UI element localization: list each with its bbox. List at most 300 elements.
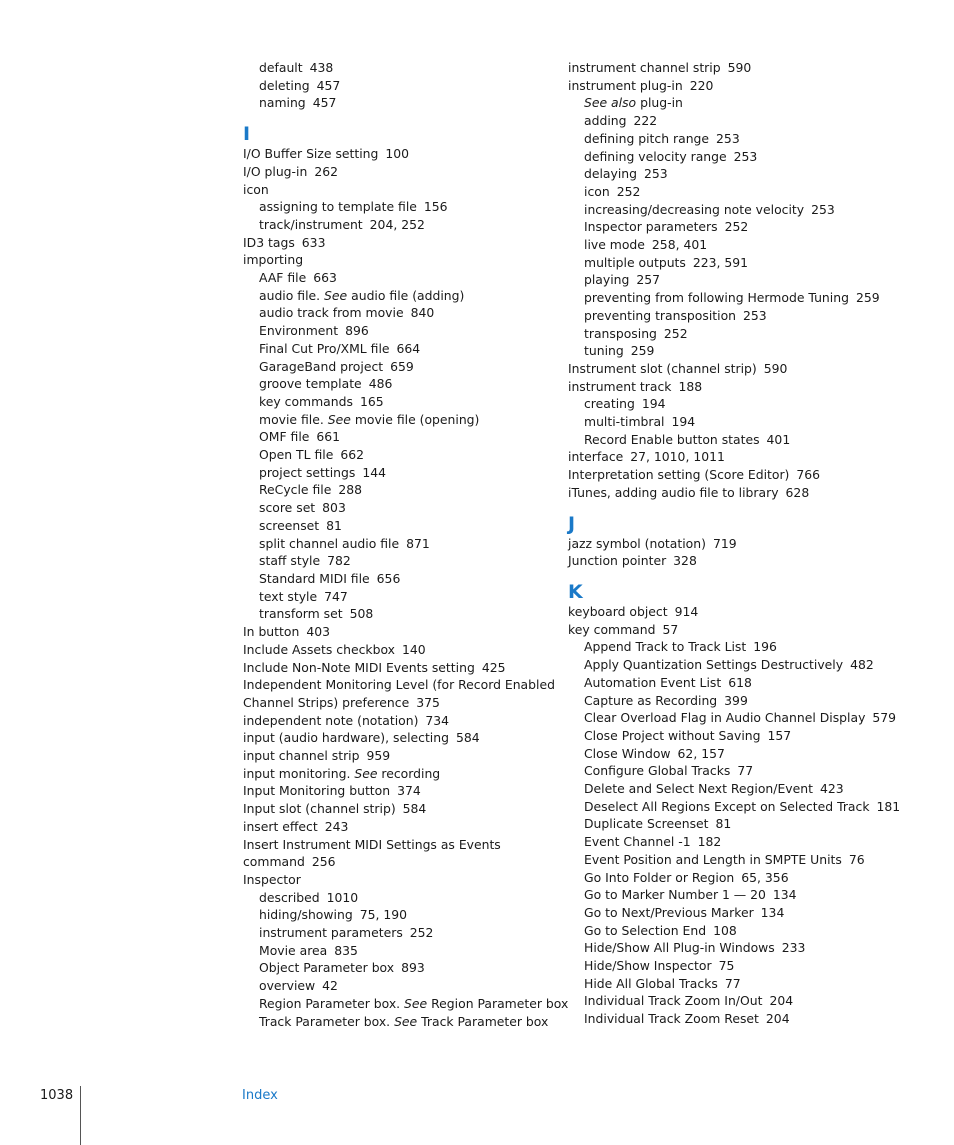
page-reference: 1010: [326, 889, 359, 905]
index-subentry: [568, 413, 888, 431]
index-term: Movie area: [259, 942, 328, 958]
index-subentry: [568, 992, 888, 1010]
page-reference: 252: [663, 325, 688, 341]
index-term: Channel Strips) preference: [243, 694, 410, 710]
index-subentry: [243, 77, 553, 95]
index-subentry: [568, 342, 888, 360]
page-reference: 81: [326, 517, 342, 533]
page-reference: 196: [753, 639, 777, 655]
page-reference: 766: [796, 467, 821, 483]
index-term: In button: [243, 624, 300, 640]
index-term: multi-timbral: [584, 414, 665, 430]
index-subentry: [243, 481, 553, 499]
page-reference: 618: [728, 674, 752, 690]
index-subentry: [243, 588, 553, 606]
index-term: delaying: [584, 166, 638, 182]
index-term: audio track from movie: [259, 305, 404, 321]
page-reference: 914: [674, 603, 699, 619]
page-reference: 782: [327, 553, 351, 569]
page-reference: 375: [416, 694, 440, 710]
page-reference: 584: [402, 801, 427, 817]
index-term: text style: [259, 588, 318, 604]
index-subentry: [243, 517, 553, 535]
index-subentry: [568, 254, 888, 272]
see-reference-target: recording: [381, 765, 441, 781]
index-subentry: [243, 304, 553, 322]
index-entry: [568, 77, 888, 95]
page-reference: 579: [872, 710, 897, 726]
page-reference: 803: [322, 500, 346, 516]
page-reference: 628: [785, 484, 810, 500]
index-subentry: [243, 924, 553, 942]
index-term: key commands: [259, 393, 353, 409]
page-reference: 835: [334, 942, 358, 958]
index-subentry: [243, 1013, 553, 1031]
index-subentry: [568, 201, 888, 219]
page-reference: 252: [724, 219, 749, 235]
index-term: creating: [584, 396, 635, 412]
index-entry: [243, 641, 553, 659]
index-term: GarageBand project: [259, 358, 384, 374]
index-subentry: [243, 446, 553, 464]
page-reference: 257: [636, 272, 661, 288]
page-reference: 659: [390, 358, 414, 374]
index-term: Standard MIDI file: [259, 570, 370, 586]
index-subentry: [243, 889, 553, 907]
see-reference-label: See: [404, 995, 428, 1011]
index-subentry: [243, 605, 553, 623]
index-term: instrument channel strip: [568, 60, 721, 75]
index-entry: [243, 747, 553, 765]
page-reference: 656: [376, 570, 401, 586]
see-reference-label: See also: [584, 95, 637, 111]
index-term: ReCycle file: [259, 482, 332, 498]
index-term: key command: [568, 621, 656, 637]
page-reference: 253: [644, 166, 668, 182]
index-term: defining velocity range: [584, 148, 727, 164]
page-reference: 664: [396, 340, 421, 356]
index-entry: [243, 163, 553, 181]
index-term: increasing/decreasing note velocity: [584, 201, 805, 217]
page-reference: 425: [481, 659, 506, 675]
index-term: I/O Buffer Size setting: [243, 146, 379, 162]
index-entry: [243, 712, 553, 730]
page-reference: 65, 356: [741, 869, 789, 885]
index-subentry: [243, 340, 553, 358]
index-entry: [243, 181, 553, 199]
index-term: Input Monitoring button: [243, 783, 391, 799]
page-reference: 590: [763, 360, 788, 376]
index-subentry: [243, 995, 569, 1013]
see-reference-target: plug-in: [640, 95, 683, 111]
index-term: multiple outputs: [584, 254, 686, 270]
index-term: instrument plug-in: [568, 77, 683, 93]
index-term: Interpretation setting (Score Editor): [568, 467, 790, 483]
page-reference: 253: [733, 148, 758, 164]
index-entry: [243, 729, 553, 747]
see-reference-target: Region Parameter box: [431, 995, 569, 1011]
index-subentry: [568, 904, 888, 922]
index-term: movie file.: [259, 411, 324, 427]
page-reference: 188: [678, 378, 703, 394]
index-term: Instrument slot (channel strip): [568, 360, 757, 376]
index-term: deleting: [259, 77, 310, 93]
index-term: jazz symbol (notation): [568, 535, 706, 551]
index-entry: [243, 818, 553, 836]
index-term: adding: [584, 113, 627, 129]
page-reference: 27, 1010, 1011: [630, 449, 725, 465]
index-entry: [243, 853, 553, 871]
index-subentry: [568, 656, 888, 674]
index-entry: [243, 623, 553, 641]
page-reference: 77: [737, 763, 754, 779]
index-term: insert effect: [243, 818, 318, 834]
index-subentry: [243, 428, 553, 446]
page-reference: 76: [848, 851, 865, 867]
index-subentry: [243, 375, 553, 393]
page-reference: 157: [767, 727, 792, 743]
index-entry: [243, 659, 553, 677]
index-subentry: [568, 957, 888, 975]
index-entry: [243, 676, 553, 694]
index-term: icon: [584, 183, 610, 199]
page-reference: 893: [401, 960, 425, 976]
index-term: Object Parameter box: [259, 960, 395, 976]
index-subentry: [243, 322, 553, 340]
index-term: Inspector parameters: [584, 219, 718, 235]
index-term: default: [259, 60, 303, 75]
index-term: transform set: [259, 606, 343, 622]
index-term: audio file.: [259, 287, 321, 303]
index-entry: [568, 466, 888, 484]
page-reference: 896: [345, 323, 369, 339]
index-term: Go Into Folder or Region: [584, 869, 735, 885]
index-entry: [568, 360, 888, 378]
index-term: Junction pointer: [568, 553, 667, 569]
page-reference: 77: [724, 975, 741, 991]
page-reference: 288: [338, 482, 363, 498]
index-subentry: [568, 762, 888, 780]
index-subentry: [568, 745, 888, 763]
page-reference: 262: [314, 163, 338, 179]
index-term: Environment: [259, 323, 339, 339]
index-entry: [243, 871, 553, 889]
index-subentry: [568, 815, 888, 833]
index-entry: [568, 378, 888, 396]
index-term: instrument parameters: [259, 925, 403, 941]
index-subentry: [568, 1010, 888, 1028]
index-term: keyboard object: [568, 603, 668, 619]
index-subentry: [568, 431, 888, 449]
index-term: naming: [259, 95, 306, 111]
page-reference: 457: [312, 95, 337, 111]
index-entry: [568, 484, 888, 502]
page-reference: 75, 190: [359, 907, 407, 923]
index-term: playing: [584, 272, 630, 288]
index-entry: [243, 765, 553, 783]
index-entry: [243, 836, 553, 854]
index-letter-heading: K: [568, 580, 583, 603]
page-reference: 661: [316, 429, 341, 445]
page-reference: 204: [769, 993, 794, 1009]
index-subentry: [568, 833, 888, 851]
index-term: Go to Marker Number 1 — 20: [584, 887, 766, 903]
index-subentry: [568, 727, 888, 745]
page-reference: 399: [724, 692, 748, 708]
index-term: I/O plug-in: [243, 163, 308, 179]
index-subentry: [568, 289, 888, 307]
page-reference: 734: [425, 712, 450, 728]
index-term: Independent Monitoring Level (for Record Enabled: [243, 677, 555, 693]
page-reference: 222: [633, 113, 658, 129]
page-reference: 633: [301, 234, 326, 250]
page-reference: 482: [850, 657, 874, 673]
page-reference: 259: [855, 290, 880, 306]
index-subentry: [568, 165, 888, 183]
index-term: Duplicate Screenset: [584, 816, 709, 832]
index-term: defining pitch range: [584, 130, 710, 146]
index-term: Record Enable button states: [584, 431, 760, 447]
index-term: Open TL file: [259, 447, 334, 463]
index-term: Go to Next/Previous Marker: [584, 904, 754, 920]
index-term: input channel strip: [243, 748, 360, 764]
index-term: project settings: [259, 464, 356, 480]
index-term: importing: [243, 252, 304, 268]
index-term: interface: [568, 449, 624, 465]
page-reference: 134: [760, 904, 785, 920]
index-term: groove template: [259, 376, 362, 392]
index-subentry: [243, 570, 553, 588]
page-reference: 584: [455, 730, 480, 746]
index-term: assigning to template file: [259, 199, 417, 215]
index-subentry: [568, 236, 888, 254]
index-term: OMF file: [259, 429, 310, 445]
index-term: Clear Overload Flag in Audio Channel Display: [584, 710, 866, 726]
page-reference: 457: [316, 77, 341, 93]
index-subentry: [243, 464, 553, 482]
index-subentry: [243, 94, 553, 112]
index-subentry: [243, 942, 553, 960]
index-entry: [568, 59, 888, 77]
page-reference: 438: [309, 60, 334, 75]
index-subentry: [243, 216, 553, 234]
index-term: split channel audio file: [259, 535, 400, 551]
index-subentry: [568, 869, 888, 887]
index-subentry: [568, 130, 888, 148]
index-term: overview: [259, 978, 316, 994]
index-term: independent note (notation): [243, 712, 419, 728]
index-column-right: [568, 59, 901, 1028]
index-term: Input slot (channel strip): [243, 801, 396, 817]
index-subentry: [243, 269, 553, 287]
page-reference: 194: [671, 414, 696, 430]
see-reference-label: See: [354, 765, 378, 781]
index-term: Insert Instrument MIDI Settings as Events: [243, 836, 501, 852]
index-subentry: [243, 552, 553, 570]
index-subentry: [243, 906, 553, 924]
index-entry: [243, 234, 553, 252]
index-entry: [243, 800, 553, 818]
page-reference: 423: [819, 781, 844, 797]
page-reference: 181: [876, 798, 901, 814]
index-subentry: [243, 393, 553, 411]
index-subentry: [568, 148, 888, 166]
page-reference: 81: [715, 816, 732, 832]
index-subentry: [568, 638, 888, 656]
page-reference: 256: [311, 854, 336, 870]
index-subentry: [568, 939, 888, 957]
index-term: Automation Event List: [584, 674, 722, 690]
index-term: Event Position and Length in SMPTE Units: [584, 851, 842, 867]
page-reference: 253: [716, 130, 740, 146]
index-term: screenset: [259, 517, 320, 533]
page-reference: 220: [689, 77, 714, 93]
index-subentry: [243, 287, 553, 305]
page-reference: 719: [712, 535, 737, 551]
see-reference-label: See: [327, 411, 351, 427]
page-reference: 223, 591: [692, 254, 749, 270]
page-reference: 252: [616, 183, 641, 199]
index-term: Hide/Show All Plug-in Windows: [584, 940, 775, 956]
index-term: Apply Quantization Settings Destructively: [584, 657, 844, 673]
index-term: Deselect All Regions Except on Selected Track: [584, 798, 870, 814]
index-term: score set: [259, 500, 316, 516]
index-term: Capture as Recording: [584, 692, 718, 708]
page-reference: 194: [641, 396, 666, 412]
footer-divider: [80, 1086, 81, 1145]
page-reference: 134: [772, 887, 797, 903]
index-entry: [243, 782, 553, 800]
index-term: Event Channel -1: [584, 834, 691, 850]
index-term: input (audio hardware), selecting: [243, 730, 449, 746]
page-reference: 374: [397, 783, 421, 799]
index-subentry: [568, 709, 897, 727]
page-reference: 233: [781, 940, 806, 956]
page-reference: 403: [306, 624, 330, 640]
page-reference: 747: [324, 588, 348, 604]
page-reference: 62, 157: [677, 745, 725, 761]
index-subentry: [568, 218, 888, 236]
index-subentry: [568, 798, 901, 816]
index-term: Region Parameter box.: [259, 995, 401, 1011]
index-subentry: [568, 851, 888, 869]
index-term: Include Non-Note MIDI Events setting: [243, 659, 475, 675]
see-reference-target: audio file (adding): [351, 287, 465, 303]
see-reference-target: Track Parameter box: [421, 1013, 549, 1029]
index-term: track/instrument: [259, 216, 363, 232]
page-reference: 253: [743, 307, 767, 323]
index-column-left: [243, 59, 569, 1030]
page-reference: 258, 401: [651, 237, 708, 253]
index-term: staff style: [259, 553, 321, 569]
page-reference: 590: [727, 60, 752, 75]
index-term: Individual Track Zoom Reset: [584, 1011, 759, 1027]
index-term: ID3 tags: [243, 234, 295, 250]
index-term: Individual Track Zoom In/Out: [584, 993, 763, 1009]
index-term: instrument track: [568, 378, 672, 394]
see-reference-label: See: [394, 1013, 418, 1029]
page-reference: 959: [366, 748, 391, 764]
index-entry: [568, 603, 888, 621]
index-term: Inspector: [243, 871, 301, 887]
index-term: Include Assets checkbox: [243, 641, 395, 657]
page-reference: 182: [697, 834, 722, 850]
page-reference: 57: [662, 621, 679, 637]
index-entry: [568, 535, 888, 553]
index-subentry: [568, 271, 888, 289]
page-reference: 662: [340, 447, 364, 463]
index-subentry: [243, 959, 553, 977]
index-entry: [568, 552, 888, 570]
page-reference: 108: [713, 922, 737, 938]
page-reference: 401: [766, 431, 791, 447]
page-reference: 243: [324, 818, 349, 834]
index-subentry: [568, 922, 888, 940]
page-reference: 252: [409, 925, 434, 941]
index-term: Append Track to Track List: [584, 639, 747, 655]
index-term: transposing: [584, 325, 657, 341]
index-term: Configure Global Tracks: [584, 763, 731, 779]
index-subentry: [568, 674, 888, 692]
index-subentry: [243, 977, 553, 995]
page-reference: 253: [811, 201, 835, 217]
index-term: Close Window: [584, 745, 671, 761]
index-subentry: [568, 183, 888, 201]
index-term: preventing from following Hermode Tuning: [584, 290, 849, 306]
page-reference: 486: [368, 376, 393, 392]
index-subentry: [568, 780, 888, 798]
index-subentry: [243, 59, 553, 77]
page-reference: 165: [359, 393, 384, 409]
index-subentry: [568, 112, 888, 130]
index-subentry: [243, 198, 553, 216]
index-subentry: [243, 499, 553, 517]
index-term: icon: [243, 181, 269, 197]
page-number: 1038: [40, 1088, 74, 1103]
index-term: iTunes, adding audio file to library: [568, 484, 779, 500]
index-term: Hide All Global Tracks: [584, 975, 718, 991]
page-reference: 204, 252: [369, 216, 425, 232]
page-reference: 871: [406, 535, 430, 551]
index-term: live mode: [584, 237, 645, 253]
index-subentry: [243, 535, 553, 553]
index-entry: [243, 251, 553, 269]
index-term: Final Cut Pro/XML file: [259, 340, 390, 356]
footer-section-label: Index: [242, 1088, 278, 1103]
index-term: tuning: [584, 343, 624, 359]
page-reference: 328: [673, 553, 697, 569]
index-subentry: [243, 411, 553, 429]
index-term: command: [243, 854, 305, 870]
index-term: Go to Selection End: [584, 922, 707, 938]
index-term: Close Project without Saving: [584, 727, 761, 743]
page-reference: 663: [313, 270, 337, 286]
see-reference-target: movie file (opening): [354, 411, 480, 427]
index-subentry: [568, 395, 888, 413]
page-reference: 100: [385, 146, 410, 162]
index-term: hiding/showing: [259, 907, 353, 923]
index-subentry: [568, 307, 888, 325]
index-term: Delete and Select Next Region/Event: [584, 781, 813, 797]
index-term: Hide/Show Inspector: [584, 958, 712, 974]
page-reference: 140: [401, 641, 426, 657]
page-reference: 259: [630, 343, 655, 359]
index-term: described: [259, 889, 320, 905]
index-term: AAF file: [259, 270, 307, 286]
index-entry: [568, 448, 888, 466]
page-reference: 144: [362, 464, 387, 480]
page-reference: 75: [718, 958, 735, 974]
